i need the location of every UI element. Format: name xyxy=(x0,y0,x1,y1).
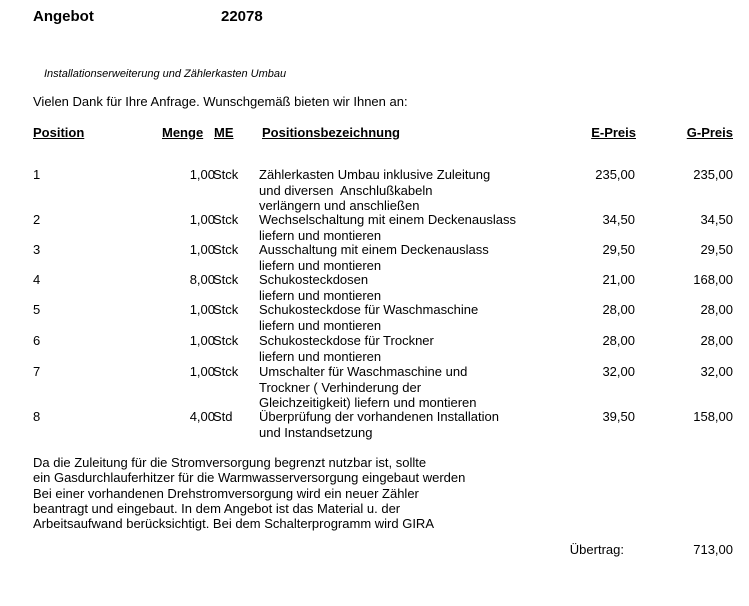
item-description: Überprüfung der vorhandenen Installation und Instandsetzung xyxy=(259,409,499,440)
item-total-price: 28,00 xyxy=(700,302,733,317)
item-unit-price: 21,00 xyxy=(602,272,635,287)
item-unit: Stck xyxy=(213,302,239,317)
item-unit-price: 34,50 xyxy=(602,212,635,227)
item-unit: Stck xyxy=(213,333,239,348)
item-quantity: 1,00 xyxy=(189,333,215,348)
column-header-unit: ME xyxy=(214,125,234,140)
item-total-price: 32,00 xyxy=(700,364,733,379)
column-header-position: Position xyxy=(33,125,85,140)
item-quantity: 4,00 xyxy=(189,409,215,424)
item-quantity: 8,00 xyxy=(189,272,215,287)
item-total-price: 28,00 xyxy=(700,333,733,348)
item-position: 4 xyxy=(33,272,41,287)
document-title: Angebot xyxy=(33,8,94,25)
column-header-description: Positionsbezeichnung xyxy=(262,125,400,140)
item-quantity: 1,00 xyxy=(189,364,215,379)
item-unit-price: 28,00 xyxy=(602,333,635,348)
item-total-price: 168,00 xyxy=(693,272,733,287)
carry-over-label: Übertrag: xyxy=(569,542,624,557)
item-unit-price: 235,00 xyxy=(595,167,635,182)
item-unit-price: 32,00 xyxy=(602,364,635,379)
item-description: Ausschaltung mit einem Deckenauslass liefern und montieren xyxy=(259,242,489,273)
item-position: 7 xyxy=(33,364,41,379)
item-total-price: 158,00 xyxy=(693,409,733,424)
note-text: Da die Zuleitung für die Stromversorgung begrenzt nutzbar ist, sollte ein Gasdurchlauferhitzer für die Warmwasserversorgung eingebaut werden Bei einer vorhandenen Drehstromversorgung wird ein neuer Zähler beantragt und eingebaut. In dem Angebot ist das Material u. der Arbeitsaufwand berücksichtigt. Bei dem Schalterprogramm wird GIRA xyxy=(33,455,466,532)
item-unit: Std xyxy=(213,409,233,424)
item-position: 1 xyxy=(33,167,41,182)
item-quantity: 1,00 xyxy=(189,167,215,182)
item-description: Schukosteckdose für Trockner liefern und montieren xyxy=(259,333,434,364)
offer-number: 22078 xyxy=(221,8,263,25)
item-position: 6 xyxy=(33,333,41,348)
item-description: Schukosteckdose für Waschmaschine liefern und montieren xyxy=(259,302,479,333)
item-position: 2 xyxy=(33,212,41,227)
intro-text: Vielen Dank für Ihre Anfrage. Wunschgemäß bieten wir Ihnen an: xyxy=(33,94,408,109)
subject-line: Installationserweiterung und Zählerkasten Umbau xyxy=(44,68,287,80)
item-position: 5 xyxy=(33,302,41,317)
item-unit: Stck xyxy=(213,242,239,257)
item-description: Umschalter für Waschmaschine und Trockner ( Verhinderung der Gleichzeitigkeit) liefern und montieren xyxy=(259,364,477,410)
item-unit-price: 28,00 xyxy=(602,302,635,317)
item-total-price: 235,00 xyxy=(693,167,733,182)
item-quantity: 1,00 xyxy=(189,212,215,227)
item-unit: Stck xyxy=(213,212,239,227)
item-unit: Stck xyxy=(213,167,239,182)
column-header-unit-price: E-Preis xyxy=(591,125,636,140)
item-unit: Stck xyxy=(213,272,239,287)
item-position: 3 xyxy=(33,242,41,257)
item-unit: Stck xyxy=(213,364,239,379)
carry-over-value: 713,00 xyxy=(693,542,733,557)
column-header-quantity: Menge xyxy=(162,125,204,140)
column-header-total-price: G-Preis xyxy=(686,125,733,140)
item-description: Zählerkasten Umbau inklusive Zuleitung und diversen Anschlußkabeln verlängern und anschließen xyxy=(259,167,491,213)
item-position: 8 xyxy=(33,409,41,424)
item-description: Wechselschaltung mit einem Deckenauslass liefern und montieren xyxy=(259,212,516,243)
item-quantity: 1,00 xyxy=(189,302,215,317)
item-quantity: 1,00 xyxy=(189,242,215,257)
item-unit-price: 29,50 xyxy=(602,242,635,257)
item-total-price: 29,50 xyxy=(700,242,733,257)
item-total-price: 34,50 xyxy=(700,212,733,227)
item-description: Schukosteckdosen liefern und montieren xyxy=(259,272,382,303)
item-unit-price: 39,50 xyxy=(602,409,635,424)
